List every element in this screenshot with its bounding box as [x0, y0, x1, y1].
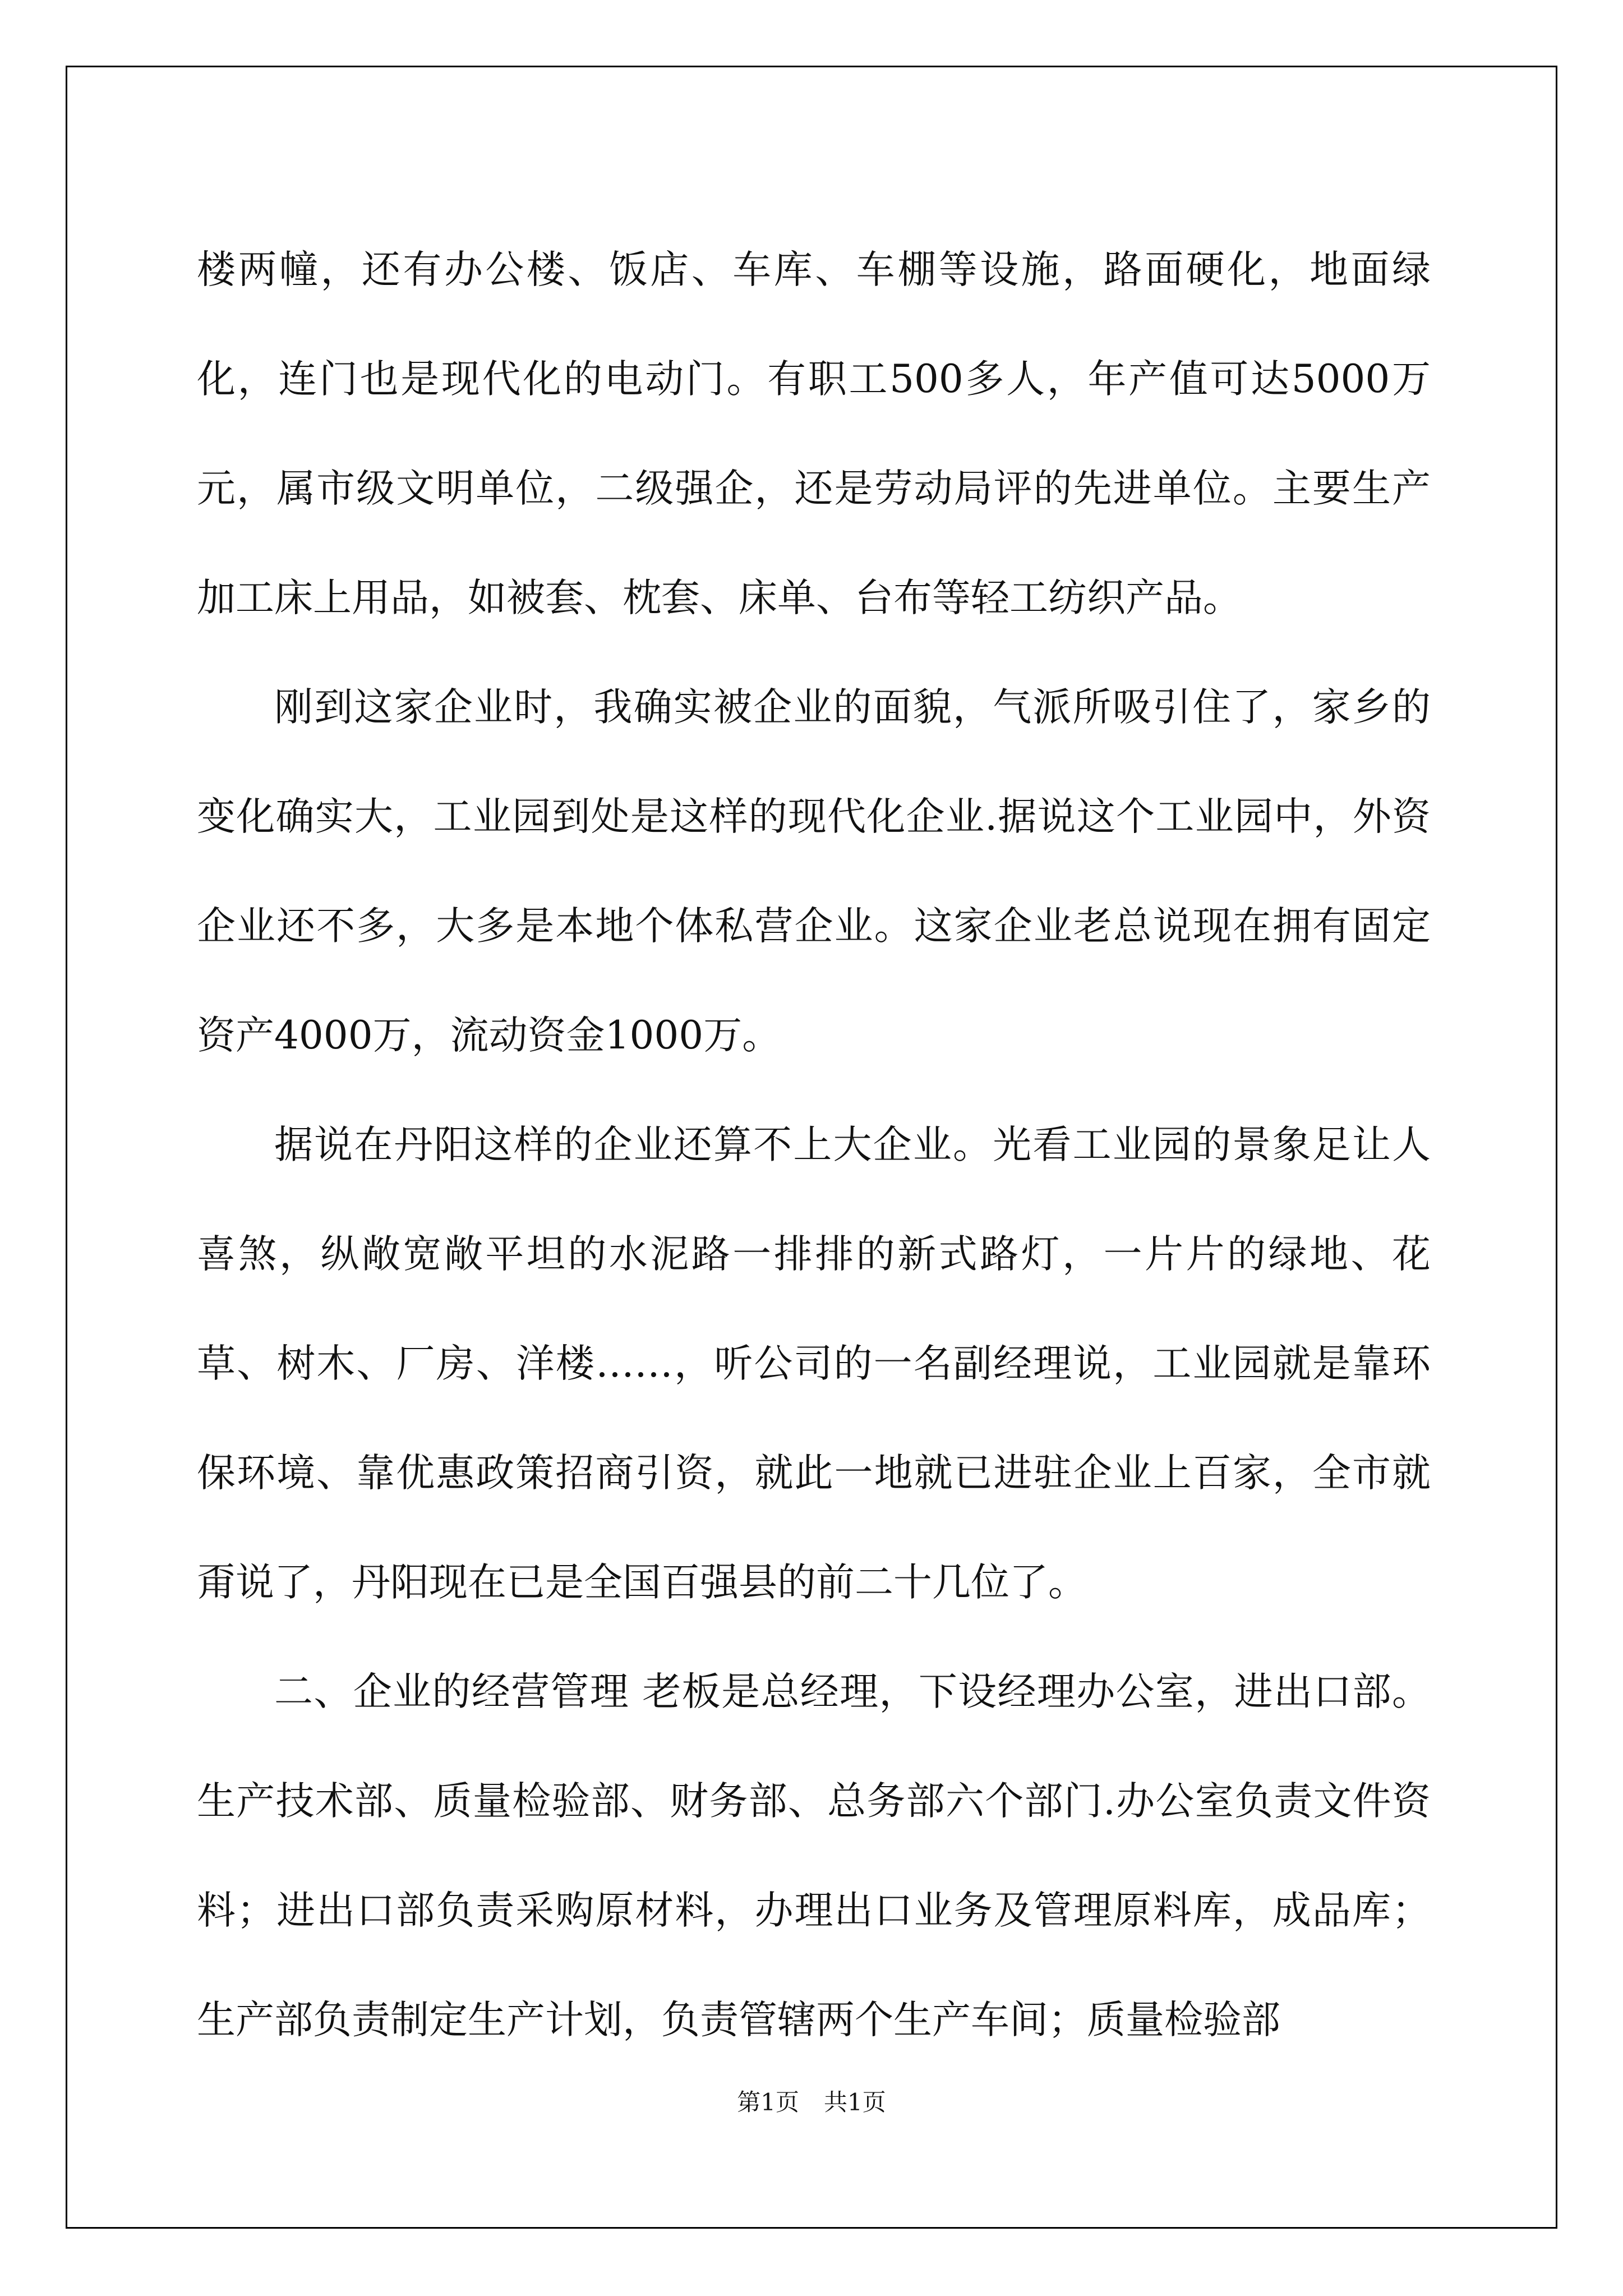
paragraph-3: 据说在丹阳这样的企业还算不上大企业。光看工业园的景象足让人喜煞，纵敞宽敞平坦的水泥路一排排的新式路灯，一片片的绿地、花草、树木、厂房、洋楼……，听公司的一名副经理说，工业园就是靠环保环境、靠优惠政策招商引资，就此一地就已进驻企业上百家，全市就甭说了，丹阳现在已是全国百强县的前二十几位了。 [197, 1122, 1431, 1605]
page-footer [0, 2086, 1623, 2119]
document-body [197, 215, 1431, 2075]
paragraph-2: 刚到这家企业时，我确实被企业的面貌，气派所吸引住了，家乡的变化确实大，工业园到处是这样的现代化企业.据说这个工业园中，外资企业还不多，大多是本地个体私营企业。这家企业老总说现在拥有固定资产4000万，流动资金1000万。 [197, 685, 1431, 1058]
page-total: 共1页 [824, 2088, 886, 2116]
paragraph-1: 楼两幢，还有办公楼、饭店、车库、车棚等设施，路面硬化，地面绿化，连门也是现代化的电动门。有职工500多人，年产值可达5000万元，属市级文明单位，二级强企，还是劳动局评的先进单位。主要生产加工床上用品，如被套、枕套、床单、台布等轻工纺织产品。 [197, 247, 1431, 620]
page-number: 第1页 [737, 2088, 799, 2116]
paragraph-4: 二、企业的经营管理 老板是总经理，下设经理办公室，进出口部。生产技术部、质量检验部、财务部、总务部六个部门.办公室负责文件资料；进出口部负责采购原材料，办理出口业务及管理原料库，成品库；生产部负责制定生产计划，负责管辖两个生产车间；质量检验部 [197, 1669, 1431, 2042]
